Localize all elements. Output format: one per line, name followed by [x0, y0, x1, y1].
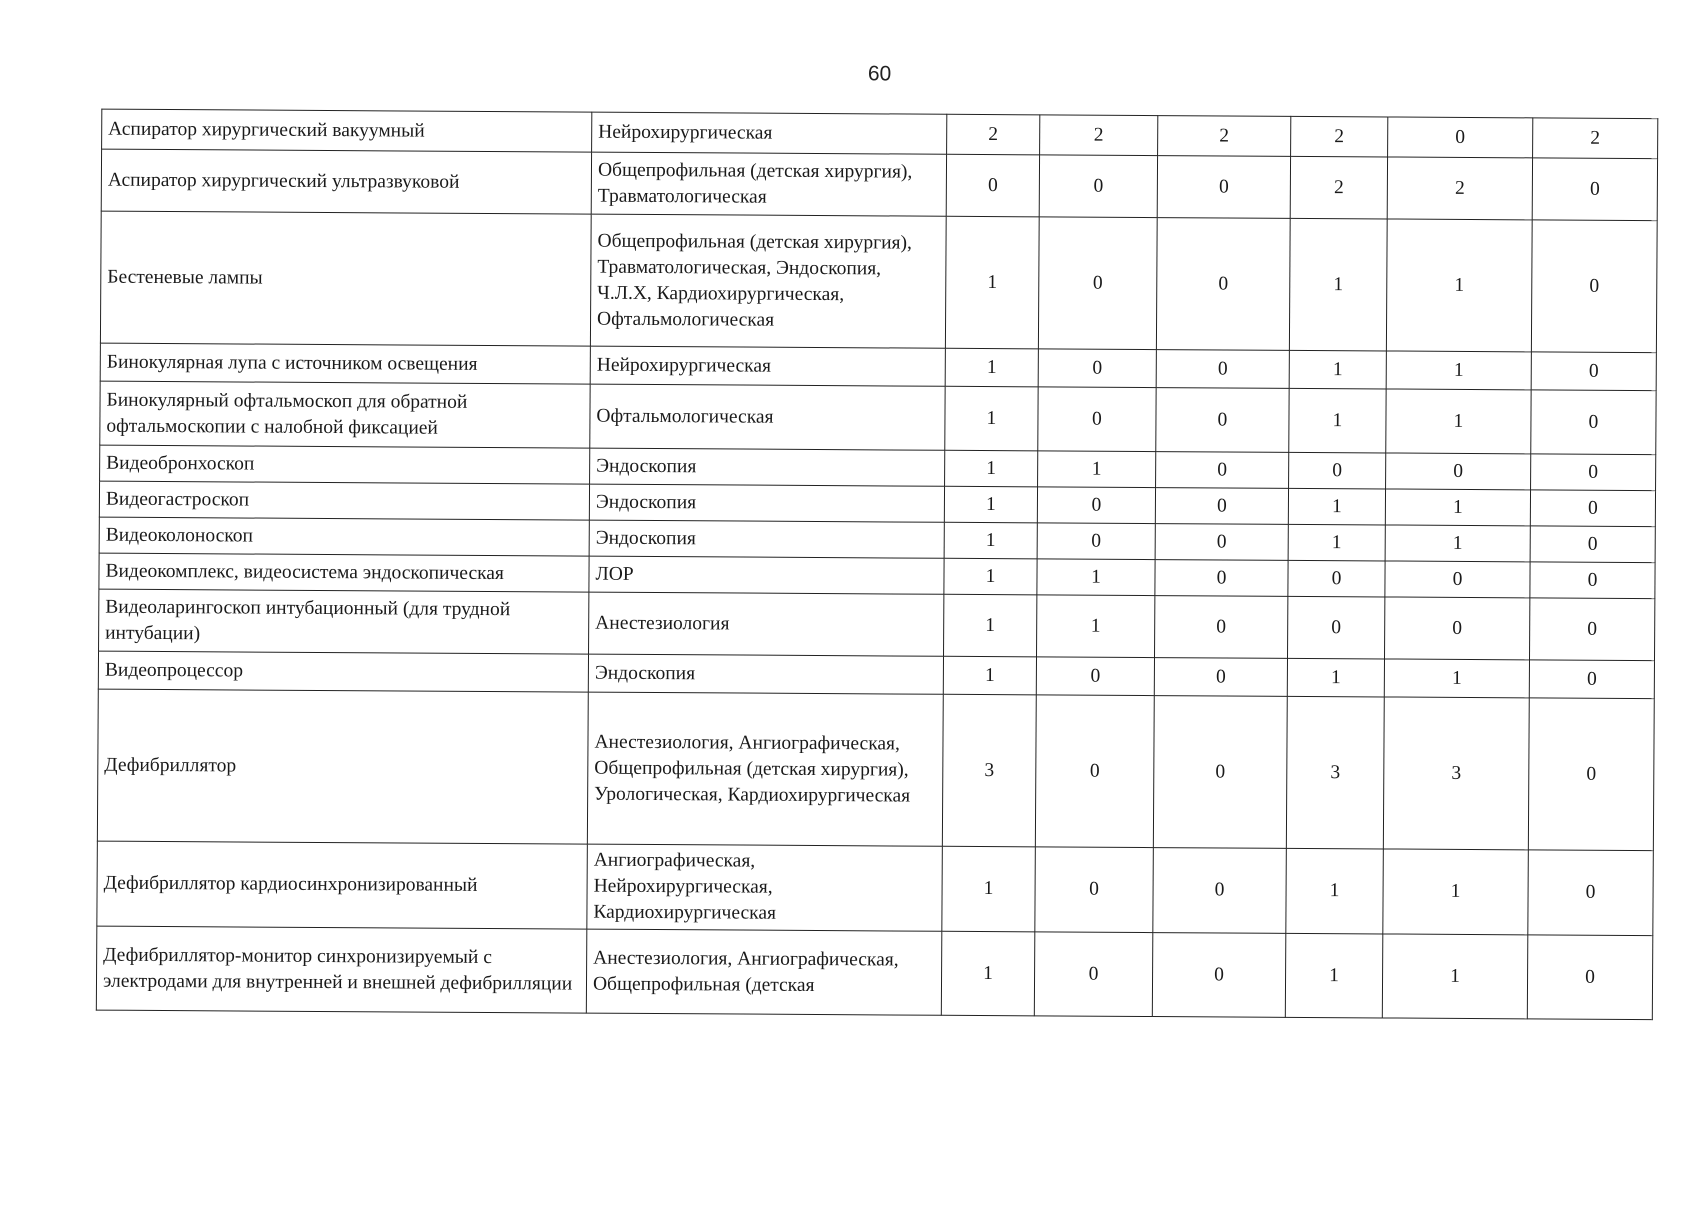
equipment-name-cell: Видеоколоноскоп	[99, 517, 589, 556]
quantity-cell-4: 0	[1288, 560, 1385, 597]
quantity-cell-6: 0	[1527, 935, 1653, 1020]
department-cell: Эндоскопия	[590, 448, 945, 486]
equipment-table	[96, 109, 1658, 1020]
department-cell: Анестезиология	[589, 592, 944, 656]
quantity-cell-4: 3	[1286, 696, 1384, 849]
quantity-cell-1: 1	[944, 486, 1037, 523]
quantity-cell-2: 2	[1040, 115, 1158, 156]
quantity-cell-1: 1	[944, 558, 1037, 595]
quantity-cell-1: 1	[945, 450, 1038, 487]
quantity-cell-3: 0	[1155, 560, 1288, 597]
quantity-cell-1: 0	[946, 154, 1039, 217]
quantity-cell-3: 0	[1155, 488, 1288, 525]
quantity-cell-6: 0	[1531, 220, 1657, 353]
quantity-cell-6: 0	[1531, 390, 1656, 455]
quantity-cell-2: 1	[1038, 451, 1156, 488]
quantity-cell-4: 1	[1286, 848, 1384, 934]
quantity-cell-2: 0	[1038, 349, 1156, 388]
quantity-cell-3: 0	[1155, 596, 1288, 659]
quantity-cell-6: 2	[1533, 118, 1658, 159]
equipment-name-cell: Видеобронхоскоп	[100, 445, 590, 484]
quantity-cell-1: 1	[944, 594, 1037, 657]
quantity-cell-2: 0	[1035, 695, 1154, 848]
quantity-cell-3: 0	[1156, 388, 1289, 453]
quantity-cell-4: 1	[1285, 933, 1383, 1018]
quantity-cell-5: 0	[1385, 597, 1530, 660]
equipment-name-cell: Видеопроцессор	[98, 651, 588, 692]
department-cell: Нейрохирургическая	[592, 112, 947, 154]
quantity-cell-1: 1	[945, 348, 1038, 387]
quantity-cell-4: 2	[1290, 156, 1387, 219]
quantity-cell-3: 0	[1153, 696, 1287, 849]
quantity-cell-3: 2	[1158, 116, 1291, 157]
quantity-cell-6: 0	[1532, 158, 1657, 221]
quantity-cell-6: 0	[1529, 598, 1654, 661]
quantity-cell-5: 1	[1386, 389, 1531, 454]
quantity-cell-5: 1	[1386, 219, 1532, 352]
quantity-cell-6: 0	[1528, 850, 1654, 936]
quantity-cell-4: 1	[1289, 388, 1386, 453]
department-cell: Офтальмологическая	[590, 384, 945, 450]
quantity-cell-5: 1	[1382, 934, 1528, 1019]
quantity-cell-6: 0	[1530, 562, 1655, 599]
quantity-cell-2: 1	[1037, 559, 1155, 596]
quantity-cell-1: 3	[942, 694, 1036, 847]
quantity-cell-5: 3	[1383, 697, 1529, 850]
department-cell: ЛОР	[589, 556, 944, 594]
quantity-cell-6: 0	[1529, 660, 1654, 699]
quantity-cell-4: 1	[1289, 350, 1386, 389]
department-cell: Анестезиология, Ангиографическая, Общепрофильная (детская хирургия), Урологическая, Кардиохирургическая	[587, 692, 943, 846]
quantity-cell-4: 1	[1288, 524, 1385, 561]
quantity-cell-1: 1	[945, 216, 1039, 349]
quantity-cell-2: 0	[1034, 932, 1153, 1017]
quantity-cell-4: 2	[1291, 116, 1388, 157]
quantity-cell-2: 0	[1035, 847, 1154, 933]
quantity-cell-6: 0	[1531, 454, 1656, 491]
quantity-cell-2: 0	[1037, 487, 1155, 524]
department-cell: Эндоскопия	[588, 654, 943, 694]
table-row	[97, 841, 1653, 936]
quantity-cell-6: 0	[1530, 526, 1655, 563]
quantity-cell-6: 0	[1531, 352, 1656, 391]
quantity-cell-5: 1	[1386, 351, 1531, 390]
quantity-cell-4: 0	[1289, 452, 1386, 489]
quantity-cell-4: 1	[1287, 658, 1384, 697]
quantity-cell-2: 0	[1038, 217, 1157, 350]
equipment-name-cell: Дефибриллятор-монитор синхронизируемый с электродами для внутренней и внешней дефибрилляции	[96, 926, 587, 1013]
quantity-cell-6: 0	[1530, 490, 1655, 527]
page-number: 60	[867, 62, 892, 86]
table-row	[99, 589, 1655, 661]
quantity-cell-4: 1	[1288, 488, 1385, 525]
equipment-name-cell: Видеоларингоскоп интубационный (для трудной интубации)	[99, 589, 589, 654]
equipment-table-body	[96, 109, 1657, 1019]
quantity-cell-4: 0	[1288, 596, 1385, 659]
equipment-name-cell: Видеокомплекс, видеосистема эндоскопическая	[99, 553, 589, 592]
quantity-cell-3: 0	[1154, 658, 1287, 697]
quantity-cell-1: 1	[941, 931, 1035, 1016]
table-row	[101, 149, 1657, 221]
equipment-name-cell: Дефибриллятор	[97, 689, 588, 844]
quantity-cell-2: 0	[1039, 155, 1157, 218]
table-row	[100, 211, 1657, 353]
quantity-cell-3: 0	[1153, 848, 1287, 934]
quantity-cell-3: 0	[1155, 524, 1288, 561]
department-cell: Общепрофильная (детская хирургия), Травматологическая, Эндоскопия, Ч.Л.Х, Кардиохирургическая, Офтальмологическая	[590, 214, 946, 348]
department-cell: Эндоскопия	[589, 484, 944, 522]
quantity-cell-5: 1	[1384, 659, 1529, 698]
table-row	[96, 926, 1652, 1020]
department-cell: Анестезиология, Ангиографическая, Общепрофильная (детская	[586, 929, 942, 1015]
quantity-cell-1: 2	[947, 114, 1040, 155]
equipment-name-cell: Бестеневые лампы	[100, 211, 591, 346]
quantity-cell-3: 0	[1152, 933, 1286, 1018]
quantity-cell-5: 1	[1383, 849, 1529, 935]
quantity-cell-5: 0	[1386, 453, 1531, 490]
quantity-cell-2: 0	[1038, 387, 1156, 452]
quantity-cell-2: 0	[1037, 523, 1155, 560]
quantity-cell-5: 2	[1387, 157, 1532, 220]
quantity-cell-4: 1	[1289, 218, 1387, 351]
quantity-cell-5: 1	[1385, 525, 1530, 562]
equipment-name-cell: Дефибриллятор кардиосинхронизированный	[97, 841, 588, 929]
equipment-name-cell: Бинокулярный офтальмоскоп для обратной офтальмоскопии с налобной фиксацией	[100, 381, 590, 448]
department-cell: Нейрохирургическая	[590, 346, 945, 386]
equipment-name-cell: Аспиратор хирургический ультразвуковой	[101, 149, 591, 214]
table-row	[97, 689, 1654, 851]
department-cell: Общепрофильная (детская хирургия), Травматологическая	[591, 152, 946, 216]
quantity-cell-3: 0	[1156, 218, 1290, 351]
table-row	[100, 381, 1656, 455]
quantity-cell-1: 1	[942, 846, 1036, 932]
quantity-cell-1: 1	[943, 656, 1036, 695]
equipment-name-cell: Бинокулярная лупа с источником освещения	[100, 343, 590, 384]
department-cell: Ангиографическая, Нейрохирургическая, Кардиохирургическая	[587, 844, 943, 931]
department-cell: Эндоскопия	[589, 520, 944, 558]
quantity-cell-3: 0	[1156, 452, 1289, 489]
equipment-name-cell: Аспиратор хирургический вакуумный	[102, 109, 592, 152]
quantity-cell-6: 0	[1528, 698, 1654, 851]
quantity-cell-3: 0	[1156, 350, 1289, 389]
quantity-cell-1: 1	[944, 522, 1037, 559]
quantity-cell-2: 1	[1037, 595, 1155, 658]
equipment-name-cell: Видеогастроскоп	[99, 481, 589, 520]
quantity-cell-1: 1	[945, 386, 1038, 451]
quantity-cell-5: 0	[1385, 561, 1530, 598]
quantity-cell-3: 0	[1157, 156, 1290, 219]
quantity-cell-5: 0	[1388, 117, 1533, 158]
quantity-cell-2: 0	[1036, 657, 1154, 696]
quantity-cell-5: 1	[1385, 489, 1530, 526]
